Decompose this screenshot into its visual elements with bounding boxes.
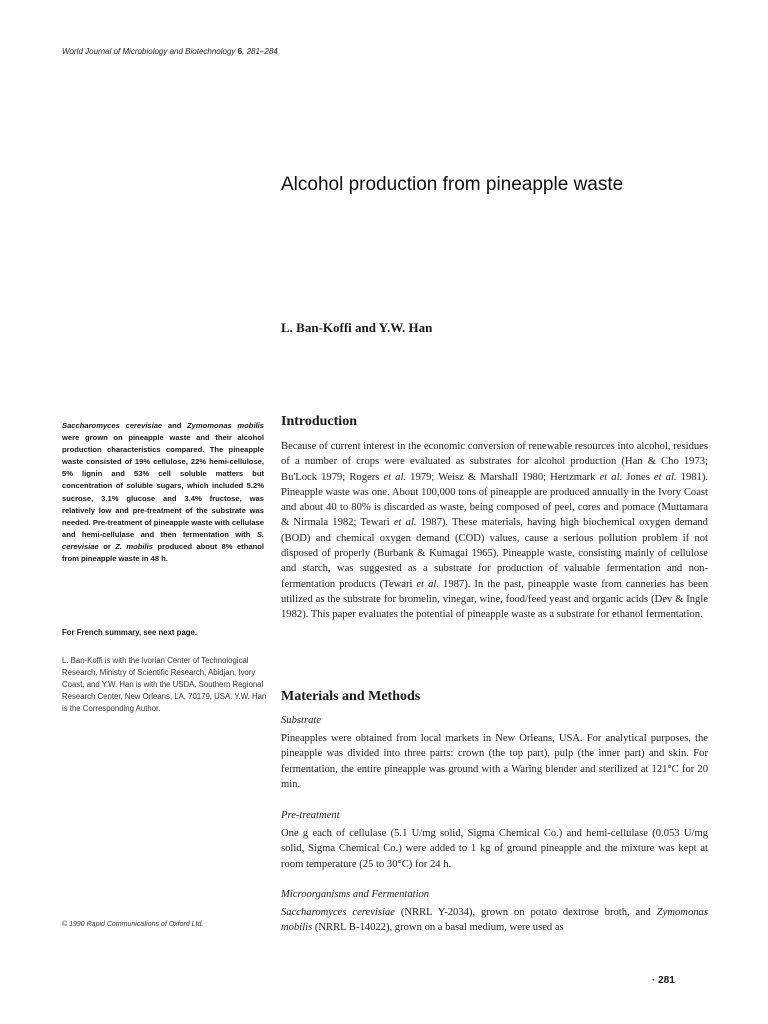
abstract-organism-3: S. cerevisiae	[62, 529, 264, 551]
intro-text-5: 1987). These materials, having high biochemical oxygen demand (BOD) and chemical oxygen demand (COD) values, cause a serious pollution problem if not disposed of properly (Burbank & Kumagai 1965). Pineapple waste, consisting mainly of cellulose and starch, was suggested as a substrate for production of valuable fermentation and non-fermentation products (Tewari	[281, 517, 708, 590]
micro-text-1: (NRRL Y-2034), grown on potato dextrose broth, and	[400, 907, 651, 918]
authors: L. Ban-Koffi and Y.W. Han	[281, 320, 433, 335]
abstract-organism-1: Saccharomyces cerevisiae	[62, 421, 163, 430]
abstract-and: and	[167, 421, 182, 430]
materials-methods-heading: Materials and Methods	[281, 689, 421, 704]
journal-header	[62, 47, 278, 56]
intro-text-3: Jones	[626, 471, 650, 483]
introduction-heading: Introduction	[281, 414, 357, 429]
micro-text-2: (NRRL B-14022), grown on a basal medium, were used as	[314, 922, 564, 934]
abstract	[62, 420, 264, 565]
micro-organism-2: Zymomonas mobilis	[281, 907, 708, 934]
microorganisms-subheading: Microorganisms and Fermentation	[281, 889, 430, 900]
journal-volume: 6	[237, 47, 243, 56]
intro-text-1: Because of current interest in the economic conversion of renewable resources into alcohol, residues of a number of crops were evaluated as substrates for alcohol production (Han & Cho 1973; Bu'Lock 1979; Rogers	[281, 441, 708, 483]
abstract-text-2: produced about 8% ethanol from pineapple waste in 48 h.	[62, 541, 264, 564]
page-number: · 281	[652, 975, 675, 986]
intro-etal-3: et al.	[653, 471, 677, 483]
substrate-paragraph: Pineapples were obtained from local markets in New Orleans, USA. For analytical purposes, the pineapple was divided into three parts: crown (the top part), pulp (the inner part) and skin. For fermentation, the entire pineapple was ground with a Waring blender and sterilized at 121°C for 20 min.	[281, 733, 708, 790]
abstract-text-1: were grown on pineapple waste and their alcohol production characteristics compared. The pineapple waste consisted of 19% cellulose, 22% hemi-cellulose, 5% lignin and 53% cell soluble matters but concentration of soluble sugars, which included 5.2% sucrose, 3.1% glucose and 3.4% fructose, was relatively low and pre-treatment of the substrate was needed. Pre-treatment of pineapple waste with cellulase and hemi-cellulase and then fermentation with	[62, 433, 264, 539]
pretreatment-paragraph: One g each of cellulase (5.1 U/mg solid, Sigma Chemical Co.) and hemi-cellulase (0.053 U/mg solid, Sigma Chemical Co.) were added to 1 kg of ground pineapple and the mixture was kept at room temperature (25 to 30°C) for 24 h.	[281, 828, 708, 870]
microorganisms-paragraph	[281, 905, 708, 936]
abstract-organism-2: Zymomonas mobilis	[187, 421, 264, 430]
intro-etal-1: et al.	[383, 471, 407, 483]
abstract-organism-4: Z. mobilis	[115, 541, 153, 551]
intro-text-6: 1987). In the past, pineapple waste from canneries has been utilized as the substrate for bromelin, vinegar, wine, food/feed yeast and organic acids (Dev & Ingle 1982). This paper evaluates the potential of pineapple waste as a substrate for ethanol fermentation.	[281, 578, 708, 621]
abstract-or: or	[103, 541, 111, 551]
intro-etal-2: et al.	[599, 471, 623, 483]
introduction-paragraph	[281, 439, 708, 623]
french-summary-note: For French summary, see next page.	[62, 628, 198, 637]
pretreatment-subheading: Pre-treatment	[281, 810, 340, 821]
intro-text-4: 1981). Pineapple waste was one. About 100,000 tons of pineapple are produced annually in the Ivory Coast and about 40 to 80% is discarded as waste, being composed of peel, cores and pomace (Muttamara & Nirmala 1982; Tewari	[281, 471, 709, 529]
article-title: Alcohol production from pineapple waste	[281, 174, 624, 195]
author-affiliation: L. Ban-Koffi is with the Ivorian Center of Technological Research, Ministry of Scientific Research, Abidjan, Ivory Coast, and Y.W. Han is with the USDA, Southern Regional Research Center, New Orleans, LA, 70179, USA. Y.W. Han is the Corresponding Author.	[62, 656, 267, 714]
substrate-subheading: Substrate	[281, 715, 322, 726]
journal-pages: , 281–284	[242, 47, 278, 56]
intro-etal-5: et al.	[416, 578, 439, 590]
intro-text-2: 1979; Weisz & Marshall 1980; Hertzmark	[410, 471, 596, 483]
micro-organism-1: Saccharomyces cerevisiae	[281, 907, 395, 918]
intro-etal-4: et al.	[393, 517, 417, 529]
copyright-notice: © 1990 Rapid Communications of Oxford Ltd.	[62, 921, 204, 928]
journal-name: World Journal of Microbiology and Biotechnology	[62, 47, 236, 56]
